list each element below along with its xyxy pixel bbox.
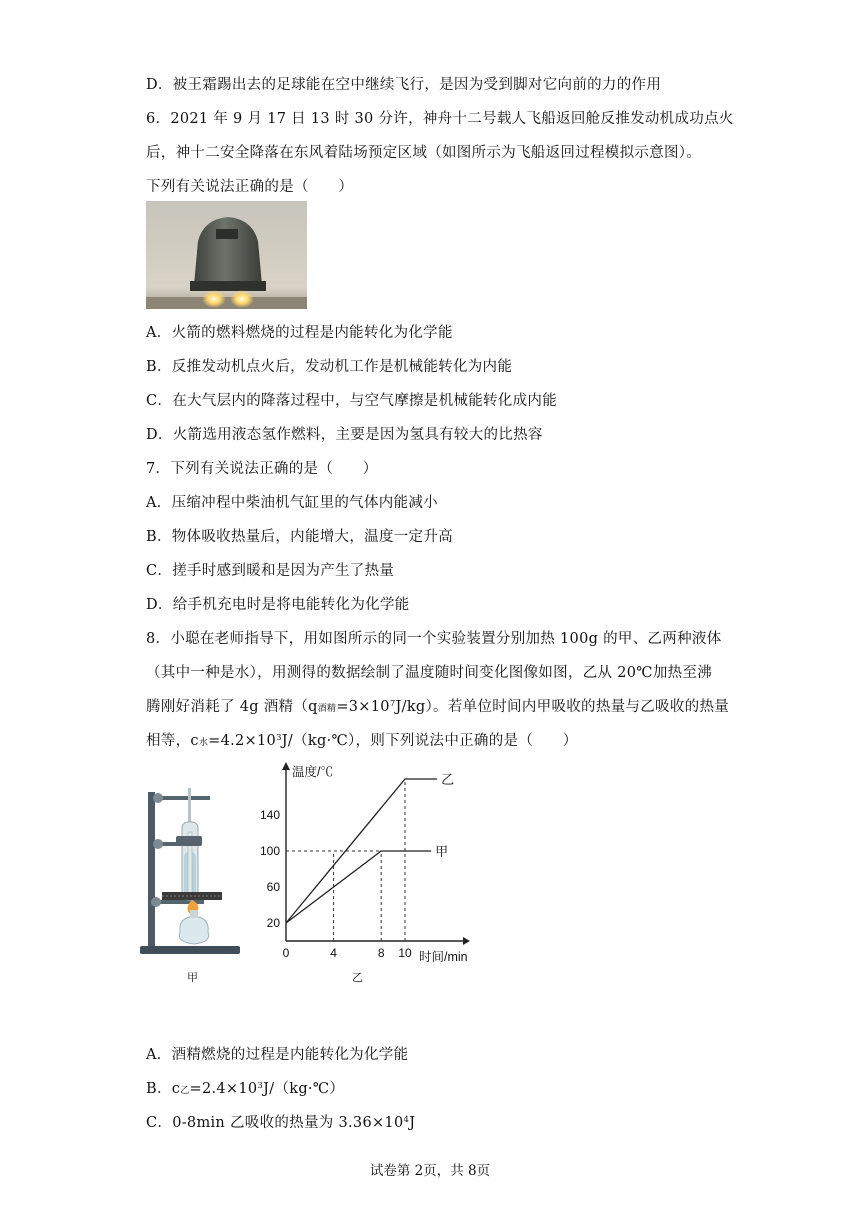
q8b-part3: J/（kg·℃） bbox=[263, 1081, 345, 1097]
y-tick-label: 140 bbox=[259, 808, 280, 822]
x-tick-label: 4 bbox=[330, 946, 337, 960]
temperature-time-chart bbox=[258, 756, 488, 988]
x-axis-label: 时间/min bbox=[419, 950, 468, 964]
question-6-stem-line-1: 6．2021 年 9 月 17 日 13 时 30 分许，神舟十二号载人飞船返回舱反推发动机成功点火 bbox=[146, 111, 734, 127]
question-7-option-c: C．搓手时感到暖和是因为产生了热量 bbox=[146, 563, 395, 579]
question-6-stem-line-3: 下列有关说法正确的是（ ） bbox=[146, 179, 354, 195]
question-6-option-d: D．火箭选用液态氢作燃料，主要是因为氢具有较大的比热容 bbox=[146, 427, 543, 443]
q8b-sup: 3 bbox=[257, 1081, 264, 1091]
question-8-stem-line-1: 8．小聪在老师指导下，用如图所示的同一个实验装置分别加热 100g 的甲、乙两种液体 bbox=[146, 631, 722, 647]
question-8-stem-line-2: （其中一种是水），用测得的数据绘制了温度随时间变化图像如图，乙从 20℃加热至沸 bbox=[146, 665, 713, 681]
q8-line4-sup: 3 bbox=[276, 733, 282, 743]
q8-line3-part1: 腾刚好消耗了 4g 酒精（q bbox=[146, 699, 318, 715]
question-7-option-a: A．压缩冲程中柴油机气缸里的气体内能减小 bbox=[146, 495, 438, 511]
chart-caption: 乙 bbox=[352, 971, 363, 984]
q8c-sup: 4 bbox=[403, 1115, 410, 1125]
heating-apparatus-image bbox=[140, 782, 250, 982]
x-axis-arrow bbox=[463, 937, 470, 945]
q8b-sub: 乙 bbox=[180, 1086, 190, 1096]
question-8-stem-line-3 bbox=[146, 695, 729, 716]
x-tick-label: 0 bbox=[282, 946, 290, 960]
y-tick-label: 60 bbox=[266, 880, 280, 894]
return-capsule-image bbox=[146, 201, 307, 309]
question-5-option-d: D．被王霜踢出去的足球能在空中继续飞行，是因为受到脚对它向前的力的作用 bbox=[146, 77, 662, 93]
q8-line4-part2: =4.2×10 bbox=[208, 733, 277, 749]
q8-line3-part2: =3×10 bbox=[336, 699, 390, 715]
question-6-stem-line-2: 后，神十二安全降落在东风着陆场预定区域（如图所示为飞船返回过程模拟示意图）。 bbox=[146, 145, 702, 161]
q8c-part1: C．0-8min 乙吸收的热量为 3.36×10 bbox=[146, 1115, 404, 1131]
question-8-option-a: A．酒精燃烧的过程是内能转化为化学能 bbox=[146, 1047, 409, 1063]
y-tick-label: 20 bbox=[266, 916, 280, 930]
y-axis-arrow bbox=[282, 762, 290, 770]
question-6-option-a: A．火箭的燃料燃烧的过程是内能转化为化学能 bbox=[146, 325, 453, 341]
question-8-stem-line-4 bbox=[146, 729, 578, 750]
question-6-option-b: B．反推发动机点火后，发动机工作是机械能转化为内能 bbox=[146, 359, 513, 375]
question-8-option-c bbox=[146, 1111, 415, 1132]
x-tick-label: 10 bbox=[398, 946, 412, 960]
series-label: 甲 bbox=[435, 844, 449, 859]
series-line bbox=[286, 851, 431, 923]
q8-line3-part3: J/kg）。若单位时间内甲吸收的热量与乙吸收的热量 bbox=[395, 699, 730, 715]
question-7-option-b: B．物体吸收热量后，内能增大，温度一定升高 bbox=[146, 529, 453, 545]
q8-line4-part1: 相等，c bbox=[146, 733, 199, 749]
q8c-part2: J bbox=[409, 1115, 416, 1131]
question-7-stem: 7．下列有关说法正确的是（ ） bbox=[146, 461, 378, 477]
apparatus-caption: 甲 bbox=[187, 971, 198, 984]
q8-line4-part3: J/（kg·℃），则下列说法中正确的是（ ） bbox=[281, 733, 578, 749]
series-label: 乙 bbox=[441, 772, 455, 787]
q8-line4-sub: 水 bbox=[198, 738, 209, 748]
y-axis-label: 温度/℃ bbox=[292, 765, 333, 779]
question-6-option-c: C．在大气层内的降落过程中，与空气摩擦是机械能转化成内能 bbox=[146, 393, 557, 409]
q8b-part1: B．c bbox=[146, 1081, 181, 1097]
x-tick-label: 8 bbox=[377, 946, 385, 960]
y-tick-label: 100 bbox=[259, 844, 280, 858]
q8-line3-sup: 7 bbox=[389, 699, 396, 709]
question-8-option-b bbox=[146, 1077, 344, 1098]
q8-line3-sub: 酒精 bbox=[317, 704, 337, 714]
q8b-part2: =2.4×10 bbox=[189, 1081, 258, 1097]
question-7-option-d: D．给手机充电时是将电能转化为化学能 bbox=[146, 597, 410, 613]
page-footer: 试卷第 2页，共 8页 bbox=[369, 1163, 491, 1179]
